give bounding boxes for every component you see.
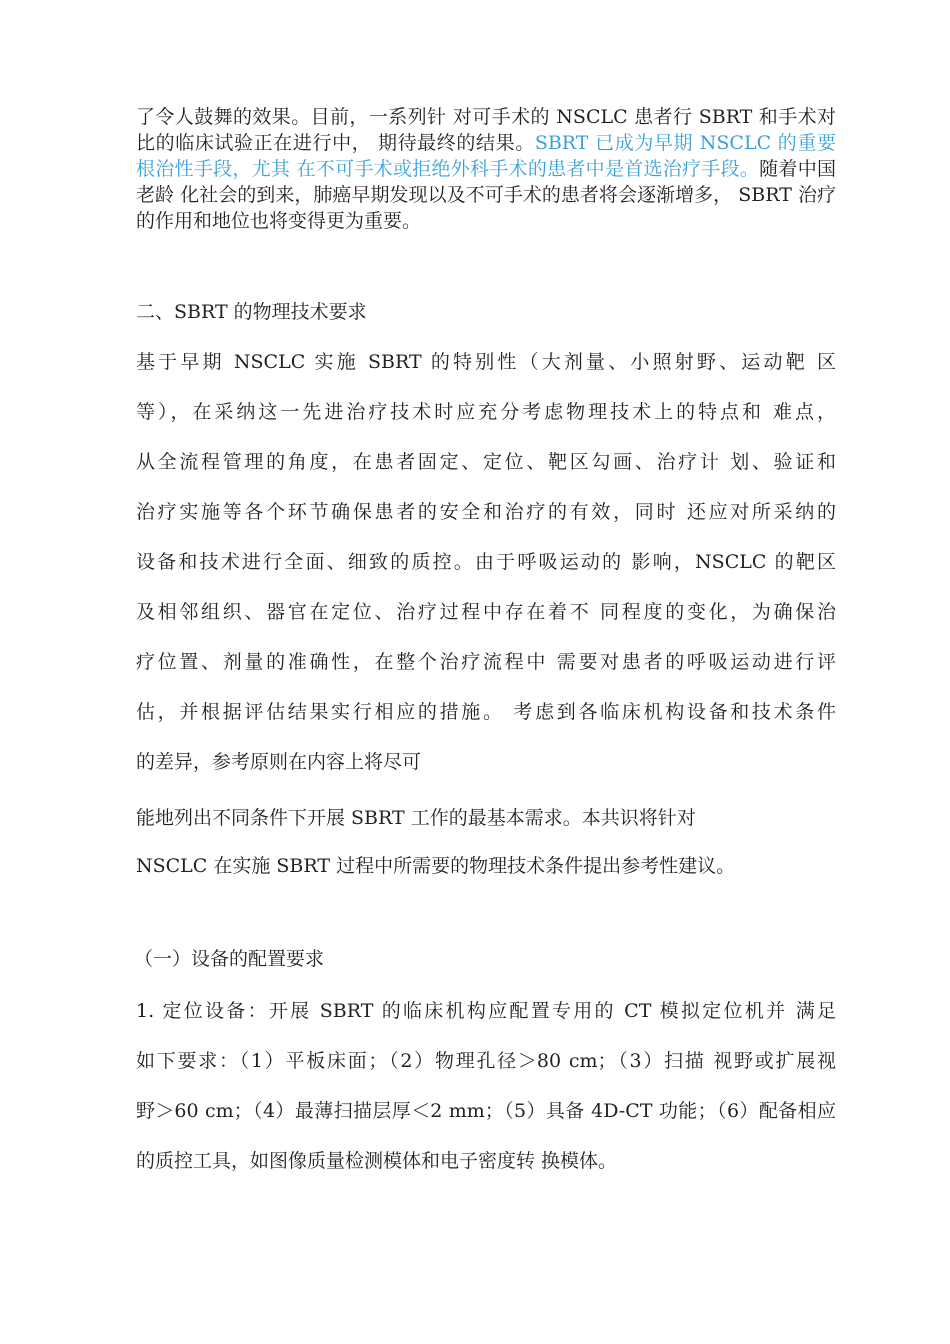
section-2-line-7: 疗位置、剂量的准确性，在整个治疗流程中 需要对患者的呼吸运动进行评 (136, 651, 836, 673)
section-2-line-10: 能地列出不同条件下开展 SBRT 工作的最基本需求。本共识将针对 (136, 807, 696, 829)
subsection-1-line-3: 野＞60 cm；（4）最薄扫描层厚＜2 mm；（5）具备 4D-CT 功能；（6）配备相应 (136, 1100, 836, 1122)
section-2-line-6: 及相邻组织、器官在定位、治疗过程中存在着不 同程度的变化，为确保治 (136, 601, 836, 623)
subsection-1-line-4: 的质控工具，如图像质量检测模体和电子密度转 换模体。 (136, 1150, 618, 1172)
section-2-line-11: NSCLC 在实施 SBRT 过程中所需要的物理技术条件提出参考性建议。 (136, 855, 736, 877)
section-2-line-8: 估，并根据评估结果实行相应的措施。 考虑到各临床机构设备和技术条件 (136, 701, 836, 723)
section-2-line-1: 基于早期 NSCLC 实施 SBRT 的特别性（大剂量、小照射野、运动靶 区 (136, 351, 836, 373)
section-2-line-3: 从全流程管理的角度，在患者固定、定位、靶区勾画、治疗计 划、验证和 (136, 451, 836, 473)
section-2-line-4: 治疗实施等各个环节确保患者的安全和治疗的有效，同时 还应对所采纳的 (136, 501, 836, 523)
intro-text-part2: 随着中国老龄 化社会的到来，肺癌早期发现以及不可手术的患者将会逐渐增多， SBRT 治疗的作用和地位也将变得更为重要。 (136, 158, 836, 232)
subsection-1-line-2: 如下要求：（1）平板床面；（2）物理孔径＞80 cm；（3）扫描 视野或扩展视 (136, 1050, 836, 1072)
subsection-1-line-1: 1. 定位设备：开展 SBRT 的临床机构应配置专用的 CT 模拟定位机并 满足 (136, 1000, 836, 1022)
intro-paragraph (136, 104, 836, 234)
subsection-1-heading: （一）设备的配置要求 (134, 948, 325, 970)
intro-highlighted-text: SBRT 已成为早期 NSCLC 的重要根治性手段，尤其 在不可手术或拒绝外科手术的患者中是首选治疗手段。 (136, 132, 836, 180)
section-2-heading: 二、SBRT 的物理技术要求 (136, 301, 367, 323)
section-2-line-2: 等），在采纳这一先进治疗技术时应充分考虑物理技术上的特点和 难点， (136, 401, 836, 423)
section-2-line-5: 设备和技术进行全面、细致的质控。由于呼吸运动的 影响，NSCLC 的靶区 (136, 551, 836, 573)
section-2-line-9: 的差异，参考原则在内容上将尽可 (136, 751, 422, 773)
intro-text-part1: 了令人鼓舞的效果。目前，一系列针 对可手术的 NSCLC 患者行 SBRT 和手术对比的临床试验正在进行中， 期待最终的结果。 (136, 106, 836, 154)
